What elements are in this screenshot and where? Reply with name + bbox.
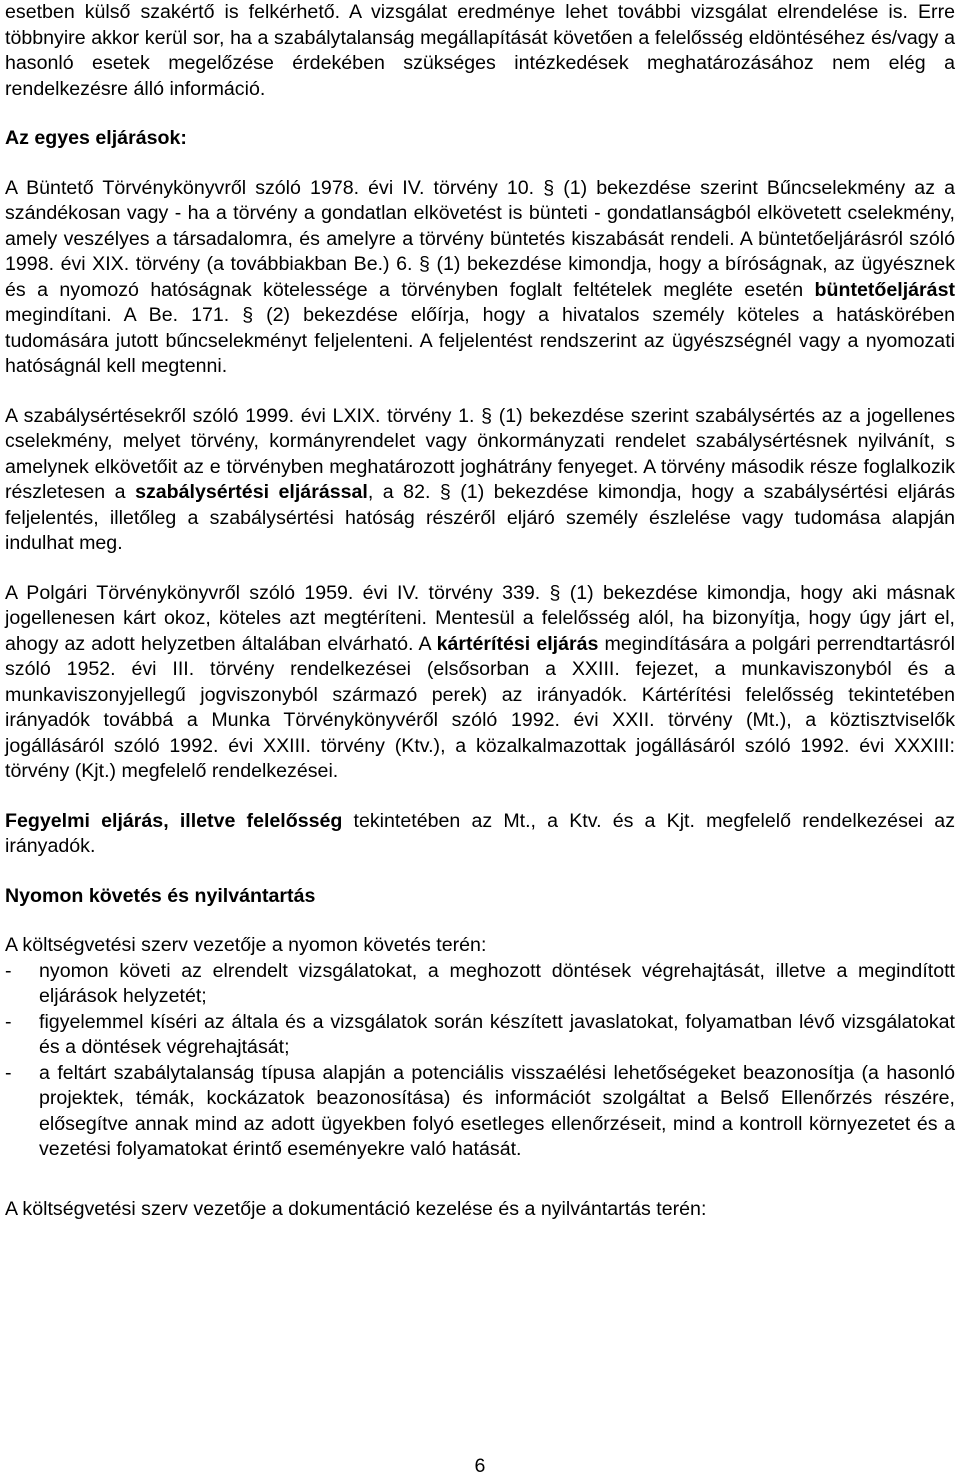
criminal-procedure-paragraph — [5, 176, 955, 380]
documentation-intro: A költségvetési szerv vezetője a dokumentáció kezelése és a nyilvántartás terén: — [5, 1197, 707, 1220]
list-marker: - — [5, 959, 12, 982]
disciplinary-bold-term: Fegyelmi eljárás, illetve felelősség — [5, 809, 343, 832]
section-heading-tracking: Nyomon követés és nyilvántartás — [5, 884, 316, 907]
list-item — [5, 1010, 955, 1061]
civil-damages-paragraph — [5, 581, 955, 785]
criminal-bold-term: büntetőeljárást — [814, 278, 955, 301]
infraction-bold-term: szabálysértési eljárással — [135, 481, 368, 503]
document-page — [5, 0, 955, 1222]
list-item — [5, 959, 955, 1010]
criminal-text-part2: megindítani. A Be. 171. § (2) bekezdése előírja, hogy a hivatalos személy köteles a hatáskörében tudomására jutott bűncselekményt feljelenteni. A feljelentést rendszerint az ügyészségnél vagy a nyomozati hatóságnál kell megtenni. — [5, 304, 955, 377]
list-item-text: a feltárt szabálytalanság típusa alapján a potenciális visszaélési lehetőségeket beazonosítja (a hasonló projektek, témák, kockázatok beazonosítása) és információt szolgáltat a Belső Ellenőrzés részére, elősegítve annak mind az adott ügyekben folyó esetleges ellenőrzéseit, mind a kontroll környezetet és a vezetési folyamatokat érintő eseményekre való hatását. — [39, 1061, 955, 1160]
tracking-intro: A költségvetési szerv vezetője a nyomon követés terén: — [5, 934, 487, 956]
infraction-procedure-paragraph — [5, 404, 955, 557]
list-marker: - — [5, 1010, 12, 1033]
civil-bold-term: kártérítési eljárás — [436, 632, 599, 655]
page-number: 6 — [474, 1455, 486, 1477]
list-item-text: figyelemmel kíséri az általa és a vizsgálatok során készített javaslatokat, folyamatban lévő vizsgálatokat és a döntések végrehajtását; — [39, 1010, 955, 1058]
infraction-text-part1: A szabálysértésekről szóló 1999. évi LXIX. törvény 1. § (1) bekezdése szerint szabálysértés az a jogellenes cselekmény, melyet törvény, kormányrendelet vagy önkormányzati rendelet szabálysértésnek nyilvánít, s amelynek elkövetőit az e törvényben meghatározott joghátrány fenyeget. A törvény második része foglalkozik részletesen a — [5, 404, 955, 503]
disciplinary-paragraph — [5, 809, 955, 860]
list-item-text: nyomon követi az elrendelt vizsgálatokat, a meghozott döntések végrehajtását, illetve a megindított eljárások helyzetét; — [39, 959, 955, 1007]
list-marker: - — [5, 1061, 12, 1084]
criminal-text-part1: A Büntető Törvénykönyvről szóló 1978. évi IV. törvény 10. § (1) bekezdése szerint Bűncselekmény az a szándékosan vagy - ha a törvény a gondatlan elkövetést is bünteti - gondatlanságból elkövetett cselekmény, amely veszélyes a társadalomra, és amelyre a törvény büntetés kiszabását rendeli. A büntetőeljárásról szóló 1998. évi XIX. törvény (a továbbiakban Be.) 6. § (1) bekezdése kimondja, hogy a bíróságnak, az ügyésznek és a nyomozó hatóságnak kötelessége a törvényben foglalt feltételek megléte esetén — [5, 176, 955, 301]
civil-text-part1: A Polgári Törvénykönyvről szóló 1959. évi IV. törvény 339. § (1) bekezdése kimondja, hogy aki másnak jogellenesen kárt okoz, köteles azt megtéríteni. Mentesül a felelősség alól, ha bizonyítja, hogy úgy járt el, ahogy az adott helyzetben általában elvárható. A — [5, 581, 955, 655]
civil-text-part2: megindítására a polgári perrendtartásról szóló 1952. évi III. törvény rendelkezései (elsősorban a XXIII. fejezet, a munkaviszonyból és a munkaviszonyjellegű jogviszonyból származó perek) az irányadók. Kártérítési felelősség tekintetében irányadók továbbá a Munka Törvénykönyvéről szóló 1992. évi XXII. törvény (Mt.), a köztisztviselők jogállásáról szóló 1992. évi XXIII. törvény (Ktv.), a közalkalmazottak jogállásáról szóló 1992. évi XXXIII: törvény (Kjt.) megfelelő rendelkezései. — [5, 632, 955, 782]
infraction-text-part2: , a 82. § (1) bekezdése kimondja, hogy a szabálysértési eljárás feljelentés, illetőleg a szabálysértési hatóság részéről eljáró személy észlelése vagy tudomása alapján indulhat meg. — [5, 481, 955, 554]
tracking-list — [5, 959, 955, 1163]
section-heading-proceedings: Az egyes eljárások: — [5, 127, 187, 149]
disciplinary-text: tekintetében az Mt., a Ktv. és a Kjt. megfelelő rendelkezései az irányadók. — [5, 809, 955, 857]
intro-continuation-paragraph: esetben külső szakértő is felkérhető. A vizsgálat eredménye lehet további vizsgálat elrendelése is. Erre többnyire akkor kerül sor, ha a szabálytalanság megállapítását követően a felelősség eldöntéséhez és/vagy a hasonló esetek megelőzése érdekében szükséges intézkedések meghatározásához nem elég a rendelkezésre álló információ. — [5, 1, 955, 100]
list-item — [5, 1061, 955, 1163]
